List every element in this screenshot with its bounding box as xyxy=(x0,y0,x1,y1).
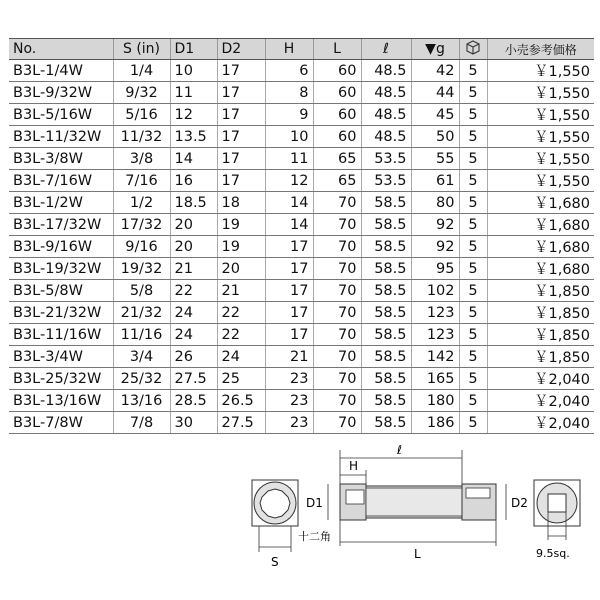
cell-d1: 18.5 xyxy=(170,192,217,214)
cell-ell: 53.5 xyxy=(361,170,411,192)
table-row xyxy=(9,192,594,214)
cell-ell: 53.5 xyxy=(361,148,411,170)
cell-price: ￥1,850 xyxy=(487,324,594,346)
table-row xyxy=(9,82,594,104)
cell-ell: 58.5 xyxy=(361,390,411,412)
cell-price: ￥1,550 xyxy=(487,82,594,104)
cell-weight: 61 xyxy=(411,170,459,192)
col-header-l: L xyxy=(313,39,361,60)
cell-l: 70 xyxy=(313,192,361,214)
cell-package: 5 xyxy=(459,236,487,258)
cell-h: 12 xyxy=(265,170,313,192)
cell-d2: 27.5 xyxy=(217,412,265,434)
cell-ell: 58.5 xyxy=(361,346,411,368)
cell-no: B3L-13/16W xyxy=(9,390,113,412)
cell-l: 70 xyxy=(313,412,361,434)
cell-h: 17 xyxy=(265,324,313,346)
cell-l: 70 xyxy=(313,236,361,258)
table-row xyxy=(9,60,594,82)
cell-price: ￥2,040 xyxy=(487,390,594,412)
cell-d1: 24 xyxy=(170,302,217,324)
cell-d1: 20 xyxy=(170,236,217,258)
cell-price: ￥1,680 xyxy=(487,236,594,258)
cell-d2: 25 xyxy=(217,368,265,390)
cell-weight: 44 xyxy=(411,82,459,104)
cell-ell: 48.5 xyxy=(361,60,411,82)
cell-s: 1/4 xyxy=(113,60,170,82)
cell-s: 17/32 xyxy=(113,214,170,236)
col-header-package xyxy=(459,39,487,60)
cell-d1: 20 xyxy=(170,214,217,236)
label-drive: 9.5sq. xyxy=(536,547,570,560)
table-header-row xyxy=(9,39,594,60)
cell-l: 60 xyxy=(313,60,361,82)
cell-d1: 11 xyxy=(170,82,217,104)
cell-d2: 22 xyxy=(217,324,265,346)
cell-h: 17 xyxy=(265,258,313,280)
cell-d2: 17 xyxy=(217,60,265,82)
cell-no: B3L-7/16W xyxy=(9,170,113,192)
cell-ell: 58.5 xyxy=(361,214,411,236)
cell-package: 5 xyxy=(459,324,487,346)
cell-h: 17 xyxy=(265,302,313,324)
cell-d2: 17 xyxy=(217,82,265,104)
cell-l: 60 xyxy=(313,126,361,148)
side-profile xyxy=(298,443,528,561)
cell-h: 21 xyxy=(265,346,313,368)
cell-no: B3L-3/4W xyxy=(9,346,113,368)
cell-d2: 19 xyxy=(217,236,265,258)
cell-package: 5 xyxy=(459,60,487,82)
cell-price: ￥2,040 xyxy=(487,412,594,434)
table-row xyxy=(9,258,594,280)
cell-no: B3L-5/8W xyxy=(9,280,113,302)
cell-ell: 58.5 xyxy=(361,324,411,346)
cell-d1: 14 xyxy=(170,148,217,170)
cell-no: B3L-19/32W xyxy=(9,258,113,280)
table-row xyxy=(9,104,594,126)
cell-d1: 16 xyxy=(170,170,217,192)
cell-d1: 28.5 xyxy=(170,390,217,412)
cell-weight: 123 xyxy=(411,324,459,346)
cell-d2: 18 xyxy=(217,192,265,214)
cell-price: ￥1,680 xyxy=(487,214,594,236)
cell-h: 6 xyxy=(265,60,313,82)
col-header-s: S (in) xyxy=(113,39,170,60)
cell-d1: 21 xyxy=(170,258,217,280)
cell-price: ￥1,550 xyxy=(487,126,594,148)
cell-ell: 58.5 xyxy=(361,192,411,214)
label-l: L xyxy=(414,547,421,561)
cell-package: 5 xyxy=(459,346,487,368)
cell-d2: 22 xyxy=(217,302,265,324)
cell-ell: 48.5 xyxy=(361,82,411,104)
end-view-twelve-point xyxy=(252,480,298,569)
cell-d1: 24 xyxy=(170,324,217,346)
cell-weight: 45 xyxy=(411,104,459,126)
cell-s: 5/8 xyxy=(113,280,170,302)
cell-price: ￥1,550 xyxy=(487,104,594,126)
cell-d2: 21 xyxy=(217,280,265,302)
cell-h: 23 xyxy=(265,368,313,390)
cell-l: 70 xyxy=(313,346,361,368)
cell-price: ￥1,680 xyxy=(487,258,594,280)
cell-weight: 165 xyxy=(411,368,459,390)
cell-l: 70 xyxy=(313,302,361,324)
cell-s: 13/16 xyxy=(113,390,170,412)
cell-weight: 80 xyxy=(411,192,459,214)
cell-s: 9/16 xyxy=(113,236,170,258)
cell-package: 5 xyxy=(459,192,487,214)
cell-h: 14 xyxy=(265,214,313,236)
cell-d1: 26 xyxy=(170,346,217,368)
cell-no: B3L-11/16W xyxy=(9,324,113,346)
cell-no: B3L-1/2W xyxy=(9,192,113,214)
cell-d2: 17 xyxy=(217,170,265,192)
cell-d2: 20 xyxy=(217,258,265,280)
cell-no: B3L-1/4W xyxy=(9,60,113,82)
cell-d2: 17 xyxy=(217,148,265,170)
table-row xyxy=(9,390,594,412)
cell-no: B3L-7/8W xyxy=(9,412,113,434)
cell-l: 70 xyxy=(313,390,361,412)
cell-s: 3/4 xyxy=(113,346,170,368)
table-row xyxy=(9,214,594,236)
cell-weight: 180 xyxy=(411,390,459,412)
cell-price: ￥1,850 xyxy=(487,302,594,324)
cell-s: 5/16 xyxy=(113,104,170,126)
col-header-price: 小売参考価格 xyxy=(487,39,594,60)
cell-ell: 48.5 xyxy=(361,126,411,148)
cell-d1: 12 xyxy=(170,104,217,126)
cell-h: 17 xyxy=(265,236,313,258)
box-icon xyxy=(465,39,481,55)
cell-package: 5 xyxy=(459,148,487,170)
cell-package: 5 xyxy=(459,258,487,280)
cell-no: B3L-5/16W xyxy=(9,104,113,126)
cell-d1: 22 xyxy=(170,280,217,302)
cell-package: 5 xyxy=(459,412,487,434)
cell-d2: 17 xyxy=(217,126,265,148)
col-header-no: No. xyxy=(9,39,113,60)
cell-h: 10 xyxy=(265,126,313,148)
cell-package: 5 xyxy=(459,82,487,104)
cell-weight: 92 xyxy=(411,236,459,258)
cell-package: 5 xyxy=(459,126,487,148)
cell-l: 60 xyxy=(313,82,361,104)
cell-package: 5 xyxy=(459,390,487,412)
cell-s: 25/32 xyxy=(113,368,170,390)
cell-package: 5 xyxy=(459,104,487,126)
cell-h: 11 xyxy=(265,148,313,170)
cell-no: B3L-11/32W xyxy=(9,126,113,148)
cell-no: B3L-9/16W xyxy=(9,236,113,258)
cell-h: 23 xyxy=(265,390,313,412)
cell-weight: 142 xyxy=(411,346,459,368)
cell-ell: 58.5 xyxy=(361,368,411,390)
table-row xyxy=(9,324,594,346)
label-d2: D2 xyxy=(511,496,528,510)
cell-h: 17 xyxy=(265,280,313,302)
cell-d2: 17 xyxy=(217,104,265,126)
cell-s: 11/32 xyxy=(113,126,170,148)
cell-h: 23 xyxy=(265,412,313,434)
cell-d1: 30 xyxy=(170,412,217,434)
cell-ell: 58.5 xyxy=(361,258,411,280)
cell-package: 5 xyxy=(459,214,487,236)
cell-d1: 27.5 xyxy=(170,368,217,390)
cell-s: 7/16 xyxy=(113,170,170,192)
cell-h: 14 xyxy=(265,192,313,214)
label-ell: ℓ xyxy=(397,443,402,457)
table-row xyxy=(9,148,594,170)
cell-weight: 50 xyxy=(411,126,459,148)
spec-table xyxy=(9,38,594,434)
cell-h: 8 xyxy=(265,82,313,104)
drive-notch xyxy=(466,488,490,498)
cell-weight: 186 xyxy=(411,412,459,434)
cell-d2: 26.5 xyxy=(217,390,265,412)
cell-l: 70 xyxy=(313,258,361,280)
cell-d1: 13.5 xyxy=(170,126,217,148)
table-row xyxy=(9,236,594,258)
cell-s: 1/2 xyxy=(113,192,170,214)
cell-d1: 10 xyxy=(170,60,217,82)
cell-weight: 123 xyxy=(411,302,459,324)
cell-no: B3L-21/32W xyxy=(9,302,113,324)
col-header-weight: ▼g xyxy=(411,39,459,60)
cell-s: 11/16 xyxy=(113,324,170,346)
cell-l: 60 xyxy=(313,104,361,126)
square-drive xyxy=(548,494,566,512)
cell-weight: 102 xyxy=(411,280,459,302)
socket-diagram xyxy=(0,440,600,600)
label-d1: D1 xyxy=(306,496,323,510)
cell-weight: 95 xyxy=(411,258,459,280)
cell-l: 70 xyxy=(313,368,361,390)
col-header-h: H xyxy=(265,39,313,60)
cell-package: 5 xyxy=(459,302,487,324)
hex-opening xyxy=(346,490,364,504)
label-s: S xyxy=(271,555,279,569)
table-body xyxy=(9,60,594,434)
cell-ell: 58.5 xyxy=(361,412,411,434)
end-view-square-drive xyxy=(534,480,580,560)
table-row xyxy=(9,170,594,192)
table-row xyxy=(9,368,594,390)
cell-weight: 92 xyxy=(411,214,459,236)
cell-price: ￥1,550 xyxy=(487,170,594,192)
cell-s: 3/8 xyxy=(113,148,170,170)
table-row xyxy=(9,346,594,368)
socket-shank xyxy=(366,488,462,516)
cell-d2: 24 xyxy=(217,346,265,368)
label-twelve-point: 十二角 xyxy=(298,530,331,543)
table-row xyxy=(9,302,594,324)
cell-l: 70 xyxy=(313,324,361,346)
cell-s: 9/32 xyxy=(113,82,170,104)
cell-l: 65 xyxy=(313,170,361,192)
col-header-d1: D1 xyxy=(170,39,217,60)
cell-h: 9 xyxy=(265,104,313,126)
cell-s: 19/32 xyxy=(113,258,170,280)
cell-package: 5 xyxy=(459,170,487,192)
col-header-d2: D2 xyxy=(217,39,265,60)
cell-weight: 55 xyxy=(411,148,459,170)
cell-no: B3L-17/32W xyxy=(9,214,113,236)
cell-ell: 48.5 xyxy=(361,104,411,126)
cell-no: B3L-9/32W xyxy=(9,82,113,104)
cell-price: ￥1,550 xyxy=(487,60,594,82)
cell-weight: 42 xyxy=(411,60,459,82)
label-h: H xyxy=(349,459,359,473)
cell-ell: 58.5 xyxy=(361,280,411,302)
cell-s: 7/8 xyxy=(113,412,170,434)
cell-price: ￥1,850 xyxy=(487,280,594,302)
cell-d2: 19 xyxy=(217,214,265,236)
cell-package: 5 xyxy=(459,280,487,302)
cell-no: B3L-25/32W xyxy=(9,368,113,390)
cell-ell: 58.5 xyxy=(361,302,411,324)
cell-no: B3L-3/8W xyxy=(9,148,113,170)
cell-ell: 58.5 xyxy=(361,236,411,258)
cell-price: ￥1,550 xyxy=(487,148,594,170)
cell-l: 70 xyxy=(313,214,361,236)
cell-l: 70 xyxy=(313,280,361,302)
cell-price: ￥1,680 xyxy=(487,192,594,214)
cell-price: ￥1,850 xyxy=(487,346,594,368)
cell-price: ￥2,040 xyxy=(487,368,594,390)
table-row xyxy=(9,280,594,302)
cell-l: 65 xyxy=(313,148,361,170)
table-row xyxy=(9,412,594,434)
col-header-ell: ℓ xyxy=(361,39,411,60)
cell-s: 21/32 xyxy=(113,302,170,324)
cell-package: 5 xyxy=(459,368,487,390)
table-row xyxy=(9,126,594,148)
